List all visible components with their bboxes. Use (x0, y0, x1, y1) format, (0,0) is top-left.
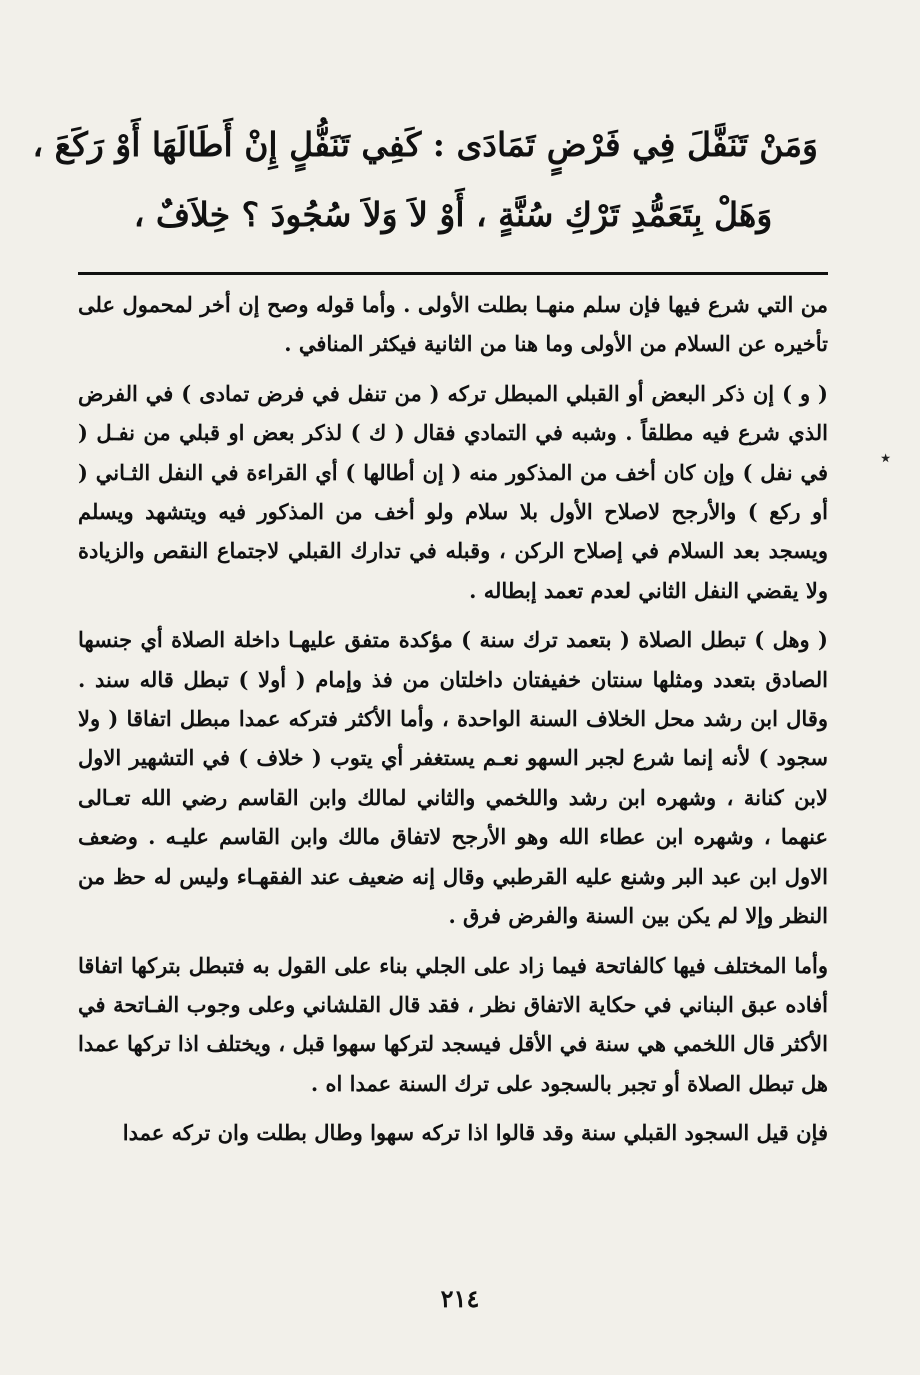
paragraph-5: فإن قيل السجود القبلي سنة وقد قالوا اذا تركه سهوا وطال بطلت وان تركه عمدا (122, 1120, 828, 1146)
paragraph-3: ( وهل ) تبطل الصلاة ( بتعمد ترك سنة ) مؤكدة متفق عليهـا داخلة الصلاة أي جنسها الصادق بتعدد ومثلها سنتان خفيفتان داخلتان من فذ وإمام ( أولا ) تبطل قاله سند . وقال ابن رشد محل الخلاف السنة الواحدة ، وأما الأكثر فتركه عمدا مبطل اتفاقا ( ولا سجود ) لأنه إنما شرع لجبر السهو نعـم يستغفر أي يتوب ( خلاف ) في التشهير الاول لابن كنانة ، وشهره ابن رشد واللخمي والثاني لمالك وابن القاسم رضي الله تعـالى عنهما ، وشهره ابن عطاء الله وهو الأرجح لاتفاق مالك وابن القاسم عليـه . وضعف الاول ابن عبد البر وشنع عليه القرطبي وقال إنه ضعيف عند الفقهـاء وليس له حظ من النظر وإلا لم يكن بين السنة والفرض فرق . (78, 627, 828, 929)
verse-line-2: وَهَلْ بِتَعَمُّدِ تَرْكِ سُنَّةٍ ، أَوْ لاَ وَلاَ سُجُودَ ؟ خِلاَفٌ ، (133, 195, 773, 234)
commentary-body (78, 285, 828, 1153)
verse-block (32, 110, 828, 250)
paragraph-1: من التي شرع فيها فإن سلم منهـا بطلت الأولى . وأما قوله وصح إن أخر لمحمول على تأخيره عن السلام من الأولى وما هنا من الثانية فيكثر المنافي . (78, 292, 828, 357)
verse-line-1: وَمَنْ تَنَفَّلَ فِي فَرْضٍ تَمَادَى : كَفِي تَنَفُّلٍ إِنْ أَطَالَهَا أَوْ رَكَعَ ، (32, 125, 818, 164)
paragraph-4: وأما المختلف فيها كالفاتحة فيما زاد على الجلي بناء على القول به فتبطل بتركها اتفاقا أفاده عبق البناني في حكاية الاتفاق نظر ، فقد قال القلشاني وعلى وجوب الفـاتحة في الأكثر قال اللخمي هي سنة في الأقل فيسجد لتركها سهوا قبل ، ويختلف اذا تركها عمدا هل تبطل الصلاة أو تجبر بالسجود على ترك السنة عمدا اه . (78, 952, 828, 1096)
page-number: ٢١٤ (440, 1284, 480, 1313)
margin-speck: ٭ (881, 448, 890, 467)
separator-rule (78, 272, 828, 275)
paragraph-2: ( و ) إن ذكر البعض أو القبلي المبطل تركه ( من تنفل في فرض تمادى ) في الفرض الذي شرع فيه مطلقاً . وشبه في التمادي فقال ( ك ) لذكر بعض او قبلي من نفـل ( في نفل ) وإن كان أخف من المذكور منه ( إن أطالها ) أي القراءة في النفل الثـاني ( أو ركع ) والأرجح لاصلاح الأول بلا سلام ولو أخف من المذكور فيه ويتشهد ويسلم ويسجد بعد السلام في إصلاح الركن ، وقبله في تدارك القبلي لاجتماع النقص والزيادة ولا يقضي النفل الثاني لعدم تعمد إبطاله . (78, 380, 828, 603)
